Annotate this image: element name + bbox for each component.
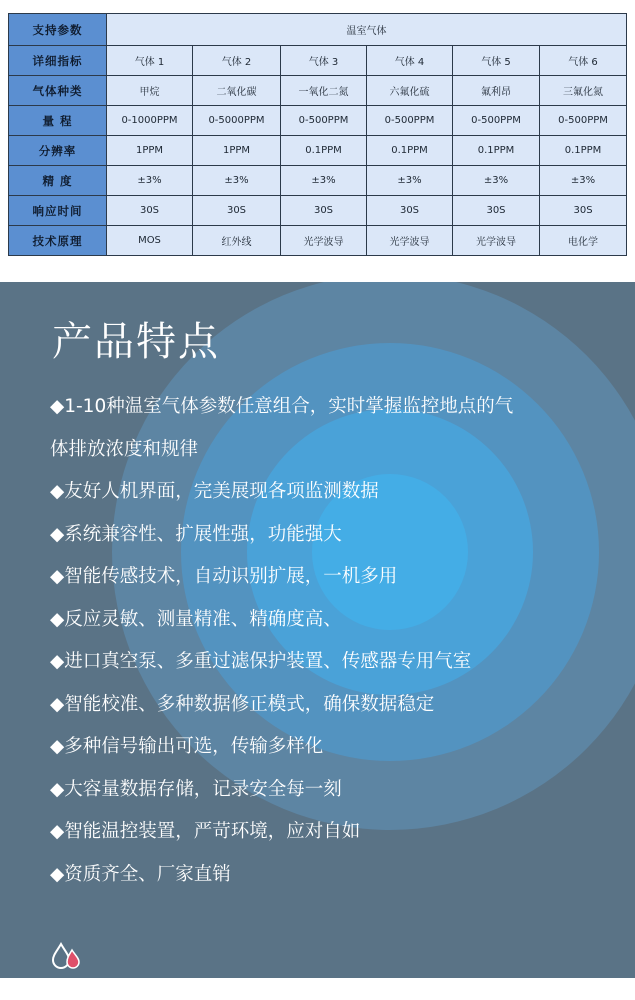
table-cell: MOS [107, 226, 193, 256]
table-cell: 光学波导 [453, 226, 540, 256]
table-cell: 30S [453, 196, 540, 226]
table-cell: 30S [540, 196, 627, 226]
row-label: 量 程 [9, 106, 107, 136]
feature-item: ◆智能传感技术，自动识别扩展，一机多用 [50, 566, 398, 587]
table-cell: 0-500PPM [540, 106, 627, 136]
table-cell: 光学波导 [367, 226, 453, 256]
table-cell: ±3% [367, 166, 453, 196]
table-cell: 0-500PPM [367, 106, 453, 136]
features-title: 产品特点 [52, 319, 220, 365]
table-cell: ±3% [193, 166, 281, 196]
table-cell: 二氧化碳 [193, 76, 281, 106]
table-cell: 气体 6 [540, 46, 627, 76]
features-list [50, 386, 610, 896]
row-label: 响应时间 [9, 196, 107, 226]
feature-item: ◆多种信号输出可选，传输多样化 [50, 736, 324, 757]
table-cell: ±3% [107, 166, 193, 196]
table-cell: 1PPM [107, 136, 193, 166]
row-label: 详细指标 [9, 46, 107, 76]
table-cell: 0.1PPM [367, 136, 453, 166]
table-cell: 三氟化氮 [540, 76, 627, 106]
table-cell: ±3% [281, 166, 367, 196]
table-cell: 甲烷 [107, 76, 193, 106]
spec-table [8, 13, 627, 256]
feature-item: ◆友好人机界面，完美展现各项监测数据 [50, 481, 379, 502]
table-cell: 氟利昂 [453, 76, 540, 106]
table-cell: 0-1000PPM [107, 106, 193, 136]
table-cell: 30S [193, 196, 281, 226]
features-panel [0, 282, 635, 978]
table-cell: 气体 4 [367, 46, 453, 76]
table-cell: 电化学 [540, 226, 627, 256]
table-header-value: 温室气体 [107, 14, 627, 46]
row-label: 气体种类 [9, 76, 107, 106]
table-cell: 气体 3 [281, 46, 367, 76]
table-cell: 气体 2 [193, 46, 281, 76]
table-cell: 光学波导 [281, 226, 367, 256]
feature-item: ◆资质齐全、厂家直销 [50, 863, 231, 885]
feature-item: ◆智能温控装置，严苛环境，应对自如 [50, 821, 361, 842]
feature-item: ◆1-10种温室气体参数任意组合，实时掌握监控地点的气 [50, 396, 514, 417]
water-drop-logo-icon [50, 942, 84, 972]
row-label: 分辨率 [9, 136, 107, 166]
table-cell: 30S [367, 196, 453, 226]
table-cell: 一氧化二氮 [281, 76, 367, 106]
table-cell: 气体 1 [107, 46, 193, 76]
table-row [9, 196, 627, 226]
table-cell: 0-500PPM [453, 106, 540, 136]
table-cell: 0-5000PPM [193, 106, 281, 136]
row-label: 技术原理 [9, 226, 107, 256]
table-row [9, 136, 627, 166]
table-cell: 30S [281, 196, 367, 226]
table-row [9, 76, 627, 106]
table-cell: 1PPM [193, 136, 281, 166]
spec-table-container [8, 13, 626, 256]
table-cell: 30S [107, 196, 193, 226]
bottom-strip [0, 978, 635, 1000]
table-cell: 0.1PPM [453, 136, 540, 166]
table-cell: 气体 5 [453, 46, 540, 76]
table-row [9, 226, 627, 256]
table-header-row [9, 14, 627, 46]
row-label: 精 度 [9, 166, 107, 196]
table-cell: 0-500PPM [281, 106, 367, 136]
table-cell: ±3% [540, 166, 627, 196]
table-header-label: 支持参数 [9, 14, 107, 46]
table-row [9, 166, 627, 196]
table-cell: 0.1PPM [540, 136, 627, 166]
table-cell: 0.1PPM [281, 136, 367, 166]
feature-item: ◆进口真空泵、多重过滤保护装置、传感器专用气室 [50, 651, 472, 672]
table-row [9, 46, 627, 76]
feature-item: ◆智能校准、多种数据修正模式，确保数据稳定 [50, 693, 435, 715]
table-cell: ±3% [453, 166, 540, 196]
feature-item: ◆大容量数据存储，记录安全每一刻 [50, 778, 342, 800]
table-row [9, 106, 627, 136]
table-cell: 红外线 [193, 226, 281, 256]
feature-item: 体排放浓度和规律 [50, 438, 199, 460]
feature-item: ◆系统兼容性、扩展性强，功能强大 [50, 523, 342, 545]
table-cell: 六氟化硫 [367, 76, 453, 106]
feature-item: ◆反应灵敏、测量精准、精确度高、 [50, 608, 342, 630]
